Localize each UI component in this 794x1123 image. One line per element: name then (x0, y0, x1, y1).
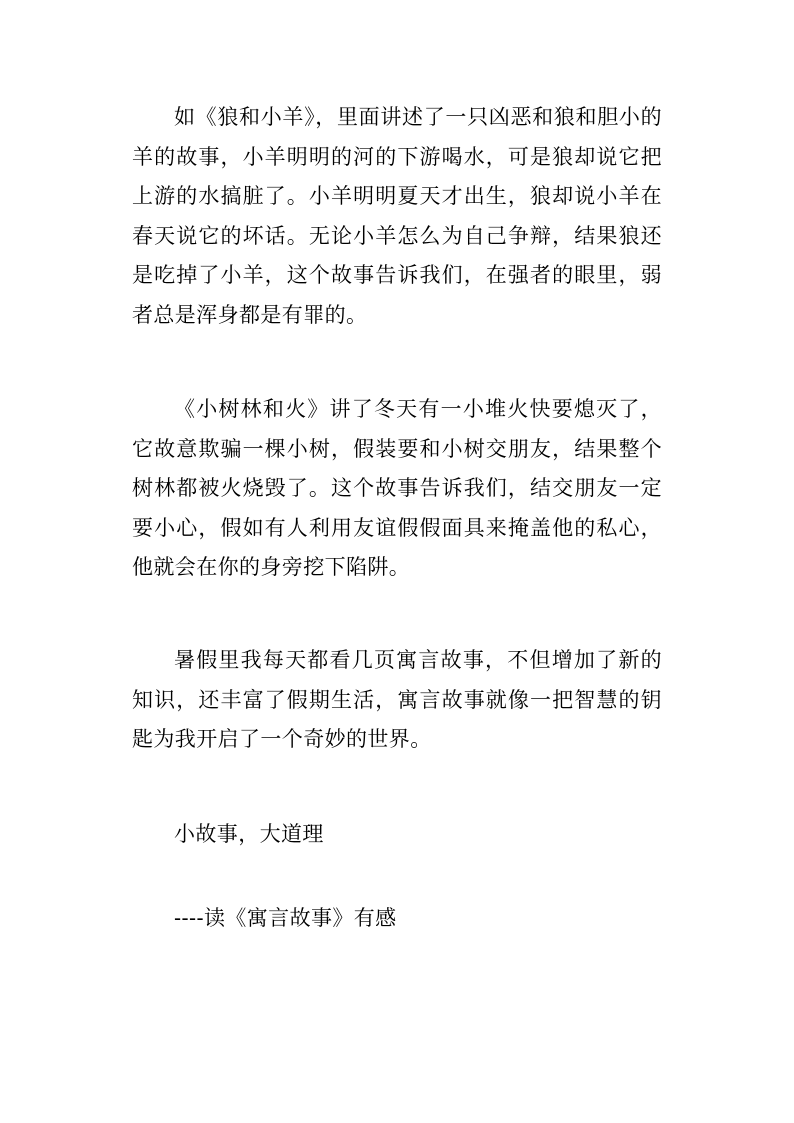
paragraph-wolf-and-lamb: 如《狼和小羊》，里面讲述了一只凶恶和狼和胆小的羊的故事，小羊明明的河的下游喝水，可是狼却说它把上游的水搞脏了。小羊明明夏天才出生，狼却说小羊在春天说它的坏话。无论小羊怎么为自己争辩，结果狼还是吃掉了小羊，这个故事告诉我们，在强者的眼里，弱者总是浑身都是有罪的。 (132, 105, 662, 327)
essay-subtitle: ----读《寓言故事》有感 (174, 906, 397, 930)
paragraph-summer-reading: 暑假里我每天都看几页寓言故事，不但增加了新的知识，还丰富了假期生活，寓言故事就像一把智慧的钥匙为我开启了一个奇妙的世界。 (132, 648, 662, 751)
paragraph-woods-and-fire: 《小树林和火》讲了冬天有一小堆火快要熄灭了，它故意欺骗一棵小树，假装要和小树交朋友，结果整个树林都被火烧毁了。这个故事告诉我们，结交朋友一定要小心，假如有人利用友谊假假面具来掩盖他的私心，他就会在你的身旁挖下陷阱。 (132, 397, 662, 579)
essay-title: 小故事，大道理 (174, 822, 324, 846)
